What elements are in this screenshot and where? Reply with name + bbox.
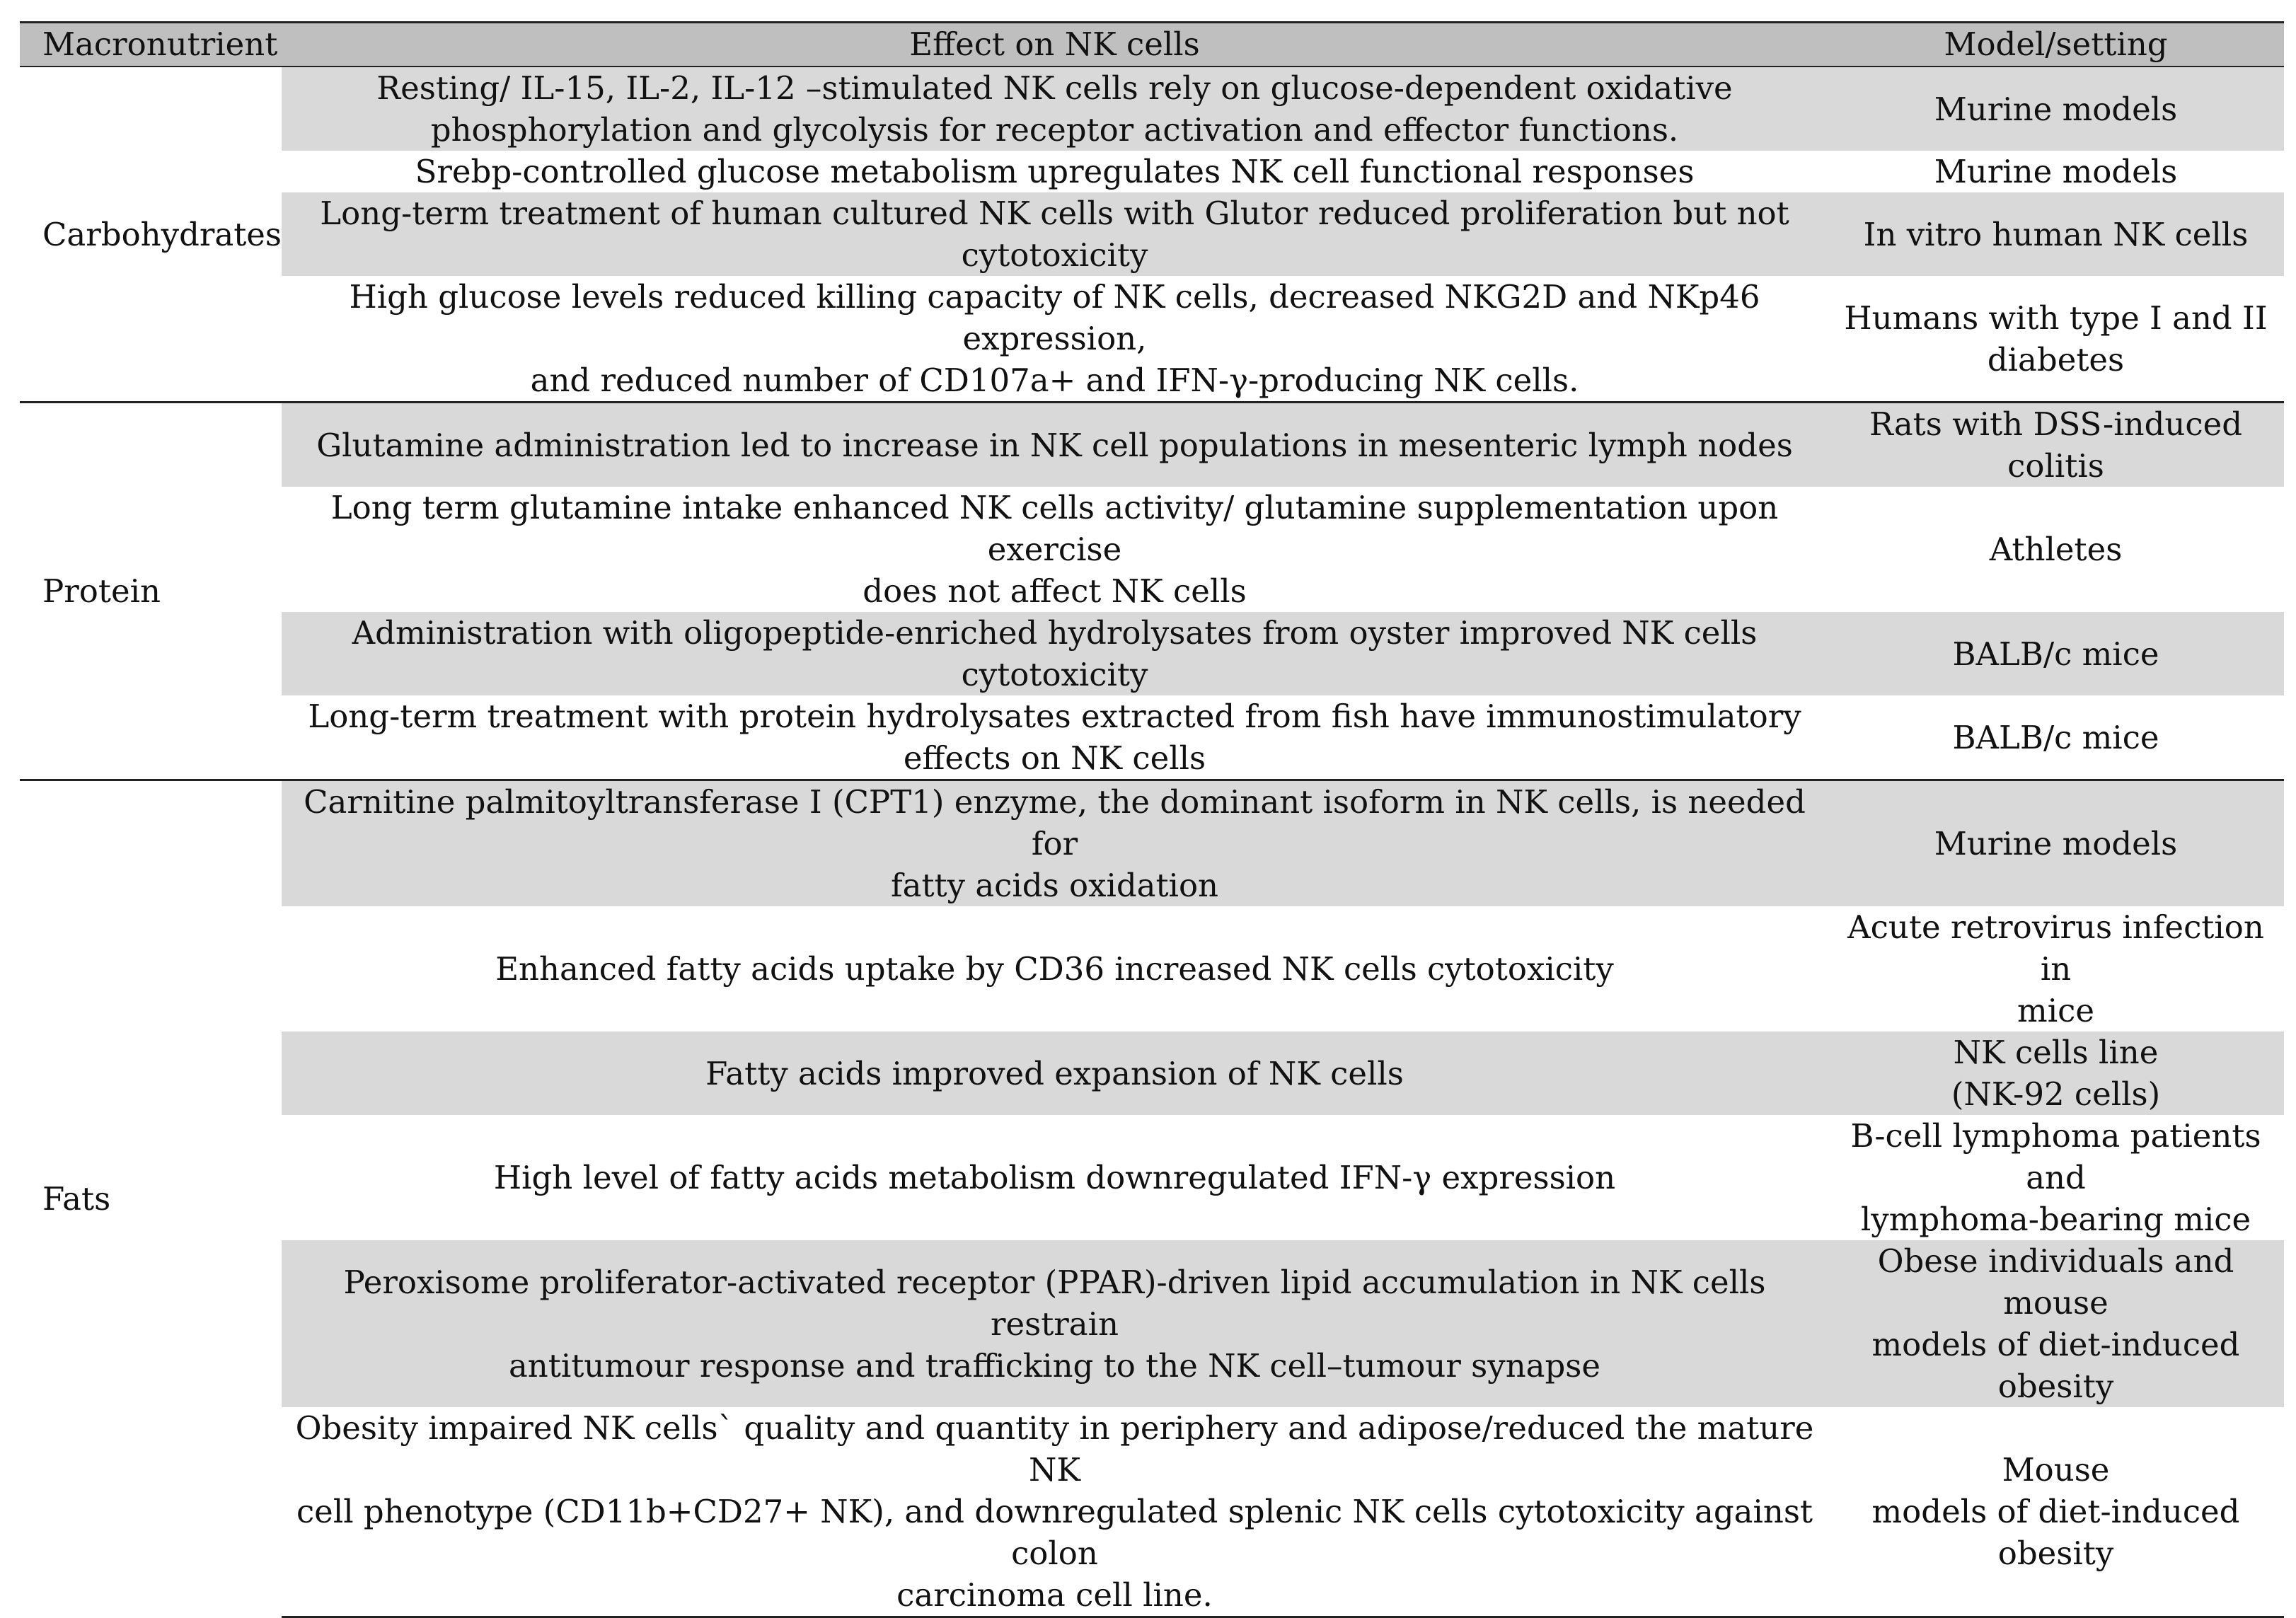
effect-cell: Obesity impaired NK cells` quality and quantity in periphery and adipose/reduced the mature NK cell phenotype (CD11b+CD27+ NK), and downregulated splenic NK cells cytotoxicity against colon carcinoma cell line. [282,1407,1828,1617]
effect-cell: Fatty acids improved expansion of NK cells [282,1032,1828,1115]
table-row [20,1407,2284,1617]
table-row [20,780,2284,907]
group-carbohydrates: Carbohydrates [20,67,282,403]
table-row [20,906,2284,1032]
effect-cell: High glucose levels reduced killing capacity of NK cells, decreased NKG2D and NKp46 expression, and reduced number of CD107a+ and IFN-γ-producing NK cells. [282,276,1828,403]
table-row [20,1032,2284,1115]
header-row [20,23,2284,67]
group-protein: Protein [20,403,282,780]
effect-cell: Srebp-controlled glucose metabolism upregulates NK cell functional responses [282,151,1828,192]
effect-cell: Peroxisome proliferator-activated receptor (PPAR)-driven lipid accumulation in NK cells restrain antitumour response and trafficking to the NK cell–tumour synapse [282,1240,1828,1407]
model-cell: Athletes [1828,487,2284,612]
model-cell: BALB/c mice [1828,695,2284,780]
model-cell: NK cells line (NK-92 cells) [1828,1032,2284,1115]
effect-cell: Long term glutamine intake enhanced NK cells activity/ glutamine supplementation upon exercise does not affect NK cells [282,487,1828,612]
table-row [20,1240,2284,1407]
table-row [20,612,2284,695]
model-cell: Rats with DSS-induced colitis [1828,403,2284,487]
data-table [20,21,2284,1618]
model-cell: BALB/c mice [1828,612,2284,695]
effect-cell: High level of fatty acids metabolism downregulated IFN-γ expression [282,1115,1828,1240]
effect-cell: Resting/ IL-15, IL-2, IL-12 –stimulated NK cells rely on glucose-dependent oxidative phosphorylation and glycolysis for receptor activation and effector functions. [282,67,1828,151]
table-row [20,151,2284,192]
table-row [20,695,2284,780]
effect-cell: Administration with oligopeptide-enriched hydrolysates from oyster improved NK cells cytotoxicity [282,612,1828,695]
model-cell: Obese individuals and mouse models of diet-induced obesity [1828,1240,2284,1407]
table-row [20,1115,2284,1240]
effect-cell: Glutamine administration led to increase in NK cell populations in mesenteric lymph nodes [282,403,1828,487]
header-macronutrient: Macronutrient [20,23,282,67]
model-cell: Mouse models of diet-induced obesity [1828,1407,2284,1617]
model-cell: Murine models [1828,67,2284,151]
group-fats: Fats [20,780,282,1617]
model-cell: Humans with type I and II diabetes [1828,276,2284,403]
effect-cell: Long-term treatment with protein hydrolysates extracted from fish have immunostimulatory effects on NK cells [282,695,1828,780]
header-model: Model/setting [1828,23,2284,67]
model-cell: B-cell lymphoma patients and lymphoma-bearing mice [1828,1115,2284,1240]
model-cell: Murine models [1828,151,2284,192]
model-cell: Murine models [1828,780,2284,907]
effect-cell: Long-term treatment of human cultured NK cells with Glutor reduced proliferation but not cytotoxicity [282,192,1828,276]
table-row [20,67,2284,151]
effect-cell: Carnitine palmitoyltransferase I (CPT1) enzyme, the dominant isoform in NK cells, is needed for fatty acids oxidation [282,780,1828,907]
macronutrient-nk-table [20,21,2284,1618]
model-cell: Acute retrovirus infection in mice [1828,906,2284,1032]
table-row [20,403,2284,487]
table-row [20,192,2284,276]
header-effect: Effect on NK cells [282,23,1828,67]
effect-cell: Enhanced fatty acids uptake by CD36 increased NK cells cytotoxicity [282,906,1828,1032]
table-row [20,487,2284,612]
table-row [20,276,2284,403]
model-cell: In vitro human NK cells [1828,192,2284,276]
